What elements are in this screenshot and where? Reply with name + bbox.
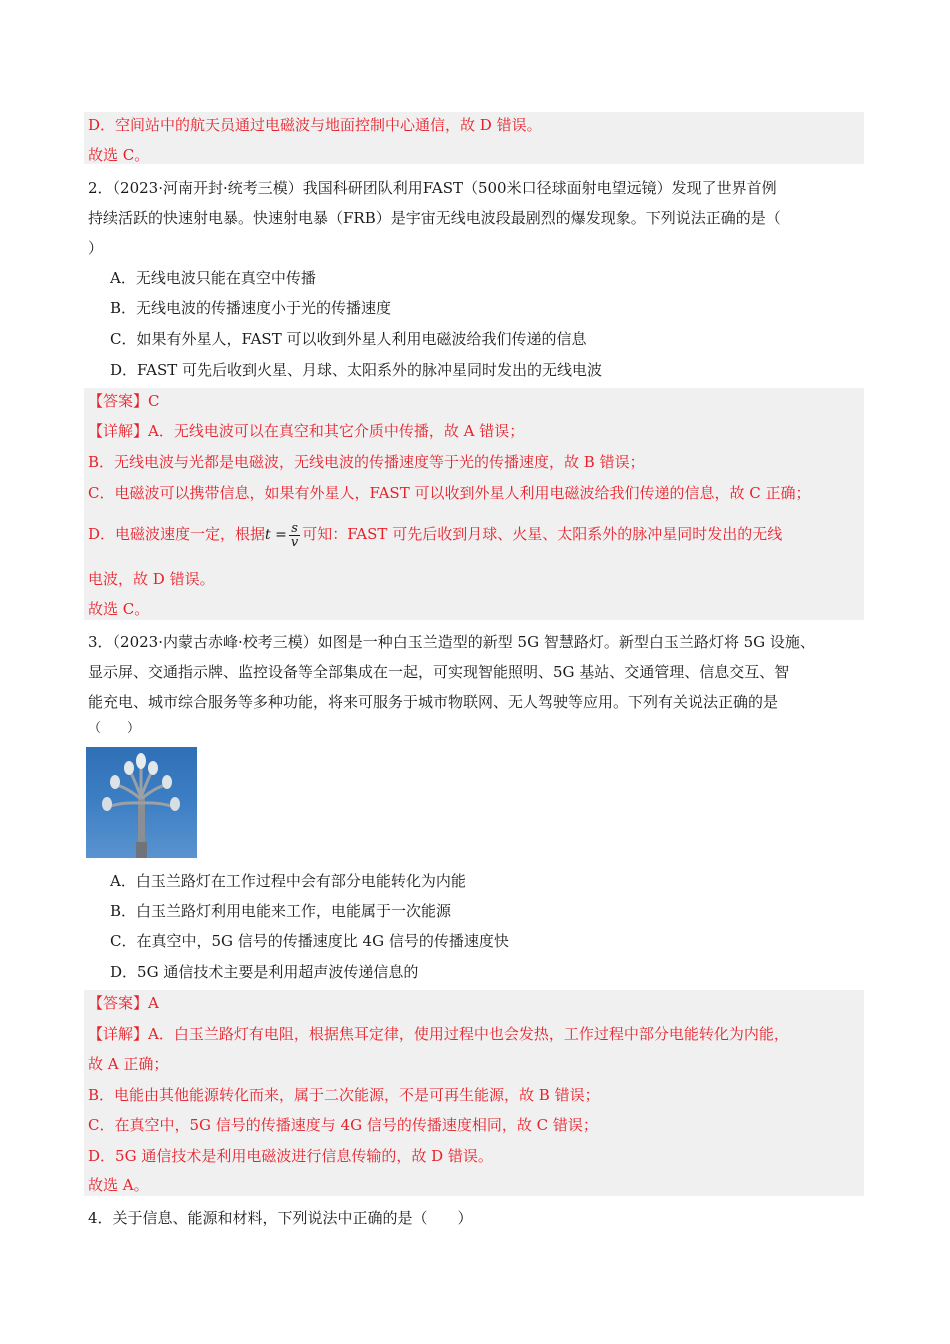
- q2-detail-a: A．无线电波可以在真空和其它介质中传播，故 A 错误；: [148, 422, 525, 440]
- q3-option-a: A．白玉兰路灯在工作过程中会有部分电能转化为内能: [110, 872, 466, 890]
- q2-stem-line2: 持续活跃的快速射电暴。快速射电暴（FRB）是宇宙无线电波段最剧烈的爆发现象。下列说法正确的是（: [88, 209, 781, 227]
- q3-stem-line2: 显示屏、交通指示牌、监控设备等全部集成在一起，可实现智能照明、5G 基站、交通管理、信息交互、智: [88, 663, 790, 681]
- q4-stem: 4．关于信息、能源和材料，下列说法中正确的是（ ）: [88, 1209, 473, 1227]
- q3-option-c: C．在真空中，5G 信号的传播速度比 4G 信号的传播速度快: [110, 932, 509, 950]
- q2-formula-denominator: v: [290, 534, 299, 550]
- q3-detail-a-cont: 故 A 正确；: [88, 1055, 169, 1073]
- q3-detail-c: C．在真空中，5G 信号的传播速度与 4G 信号的传播速度相同，故 C 错误；: [88, 1116, 598, 1134]
- q2-formula-fraction: [289, 522, 300, 549]
- q2-option-c: C．如果有外星人，FAST 可以收到外星人利用电磁波给我们传递的信息: [110, 330, 587, 348]
- q2-detail-tag: 【详解】: [88, 422, 149, 440]
- q3-option-b: B．白玉兰路灯利用电能来工作，电能属于一次能源: [110, 902, 452, 920]
- q1-conclusion: 故选 C。: [88, 146, 150, 164]
- q3-stem-line1: 3．（2023·内蒙古赤峰·校考三模）如图是一种白玉兰造型的新型 5G 智慧路灯。新型白玉兰路灯将 5G 设施、: [88, 633, 815, 651]
- q2-formula: [265, 520, 302, 550]
- q3-option-d: D．5G 通信技术主要是利用超声波传递信息的: [110, 963, 419, 981]
- q2-answer-tag: 【答案】: [88, 392, 149, 410]
- q3-detail-b: B．电能由其他能源转化而来，属于二次能源，不是可再生能源，故 B 错误；: [88, 1086, 600, 1104]
- q3-detail-line1: [88, 1024, 789, 1044]
- q3-conclusion: 故选 A。: [88, 1176, 149, 1194]
- q2-detail-d-start: D．电磁波速度一定，根据: [88, 525, 266, 543]
- q2-option-b: B．无线电波的传播速度小于光的传播速度: [110, 299, 392, 317]
- q2-answer-block: [84, 388, 864, 620]
- q3-answer-tag: 【答案】: [88, 994, 149, 1012]
- q2-detail-d: [88, 514, 782, 555]
- q3-answer-line: [88, 993, 159, 1013]
- q1-detail-d: D．空间站中的航天员通过电磁波与地面控制中心通信，故 D 错误。: [88, 116, 542, 134]
- q3-answer-value: A: [148, 994, 159, 1012]
- q2-formula-lhs: t =: [265, 527, 287, 543]
- q2-detail-d-cont: 电波，故 D 错误。: [88, 570, 215, 588]
- q3-detail-a: A．白玉兰路灯有电阻，根据焦耳定律，使用过程中也会发热，工作过程中部分电能转化为内能，: [148, 1025, 789, 1043]
- q2-stem-line3: ）: [88, 239, 104, 257]
- q1-answer-block: [84, 112, 864, 164]
- q3-detail-d: D．5G 通信技术是利用电磁波进行信息传输的，故 D 错误。: [88, 1147, 493, 1165]
- q3-stem-line4: （ ）: [88, 721, 141, 736]
- q2-conclusion: 故选 C。: [88, 600, 150, 618]
- q2-detail-c: C．电磁波可以携带信息，如果有外星人，FAST 可以收到外星人利用电磁波给我们传递的信息，故 C 正确；: [88, 484, 811, 502]
- q2-stem-line1: 2．（2023·河南开封·统考三模）我国科研团队利用FAST（500米口径球面射电望远镜）发现了世界首例: [88, 179, 777, 197]
- q3-answer-block: [84, 990, 864, 1196]
- q2-detail-line1: [88, 421, 524, 441]
- q2-option-a: A．无线电波只能在真空中传播: [110, 269, 316, 287]
- q2-answer-line: [88, 391, 160, 411]
- magnolia-lamp-illustration: [86, 747, 197, 858]
- q2-answer-value: C: [148, 392, 160, 410]
- q2-detail-d-end: 可知：FAST 可先后收到月球、火星、太阳系外的脉冲星同时发出的无线: [302, 525, 783, 543]
- q2-detail-b: B．无线电波与光都是电磁波，无线电波的传播速度等于光的传播速度，故 B 错误；: [88, 453, 645, 471]
- q3-detail-tag: 【详解】: [88, 1025, 149, 1043]
- q2-formula-numerator: s: [289, 522, 300, 536]
- q3-stem-line3: 能充电、城市综合服务等多种功能，将来可服务于城市物联网、无人驾驶等应用。下列有关说法正确的是: [88, 693, 779, 711]
- q2-option-d: D．FAST 可先后收到火星、月球、太阳系外的脉冲星同时发出的无线电波: [110, 361, 603, 379]
- street-lamp-photo: [86, 747, 197, 858]
